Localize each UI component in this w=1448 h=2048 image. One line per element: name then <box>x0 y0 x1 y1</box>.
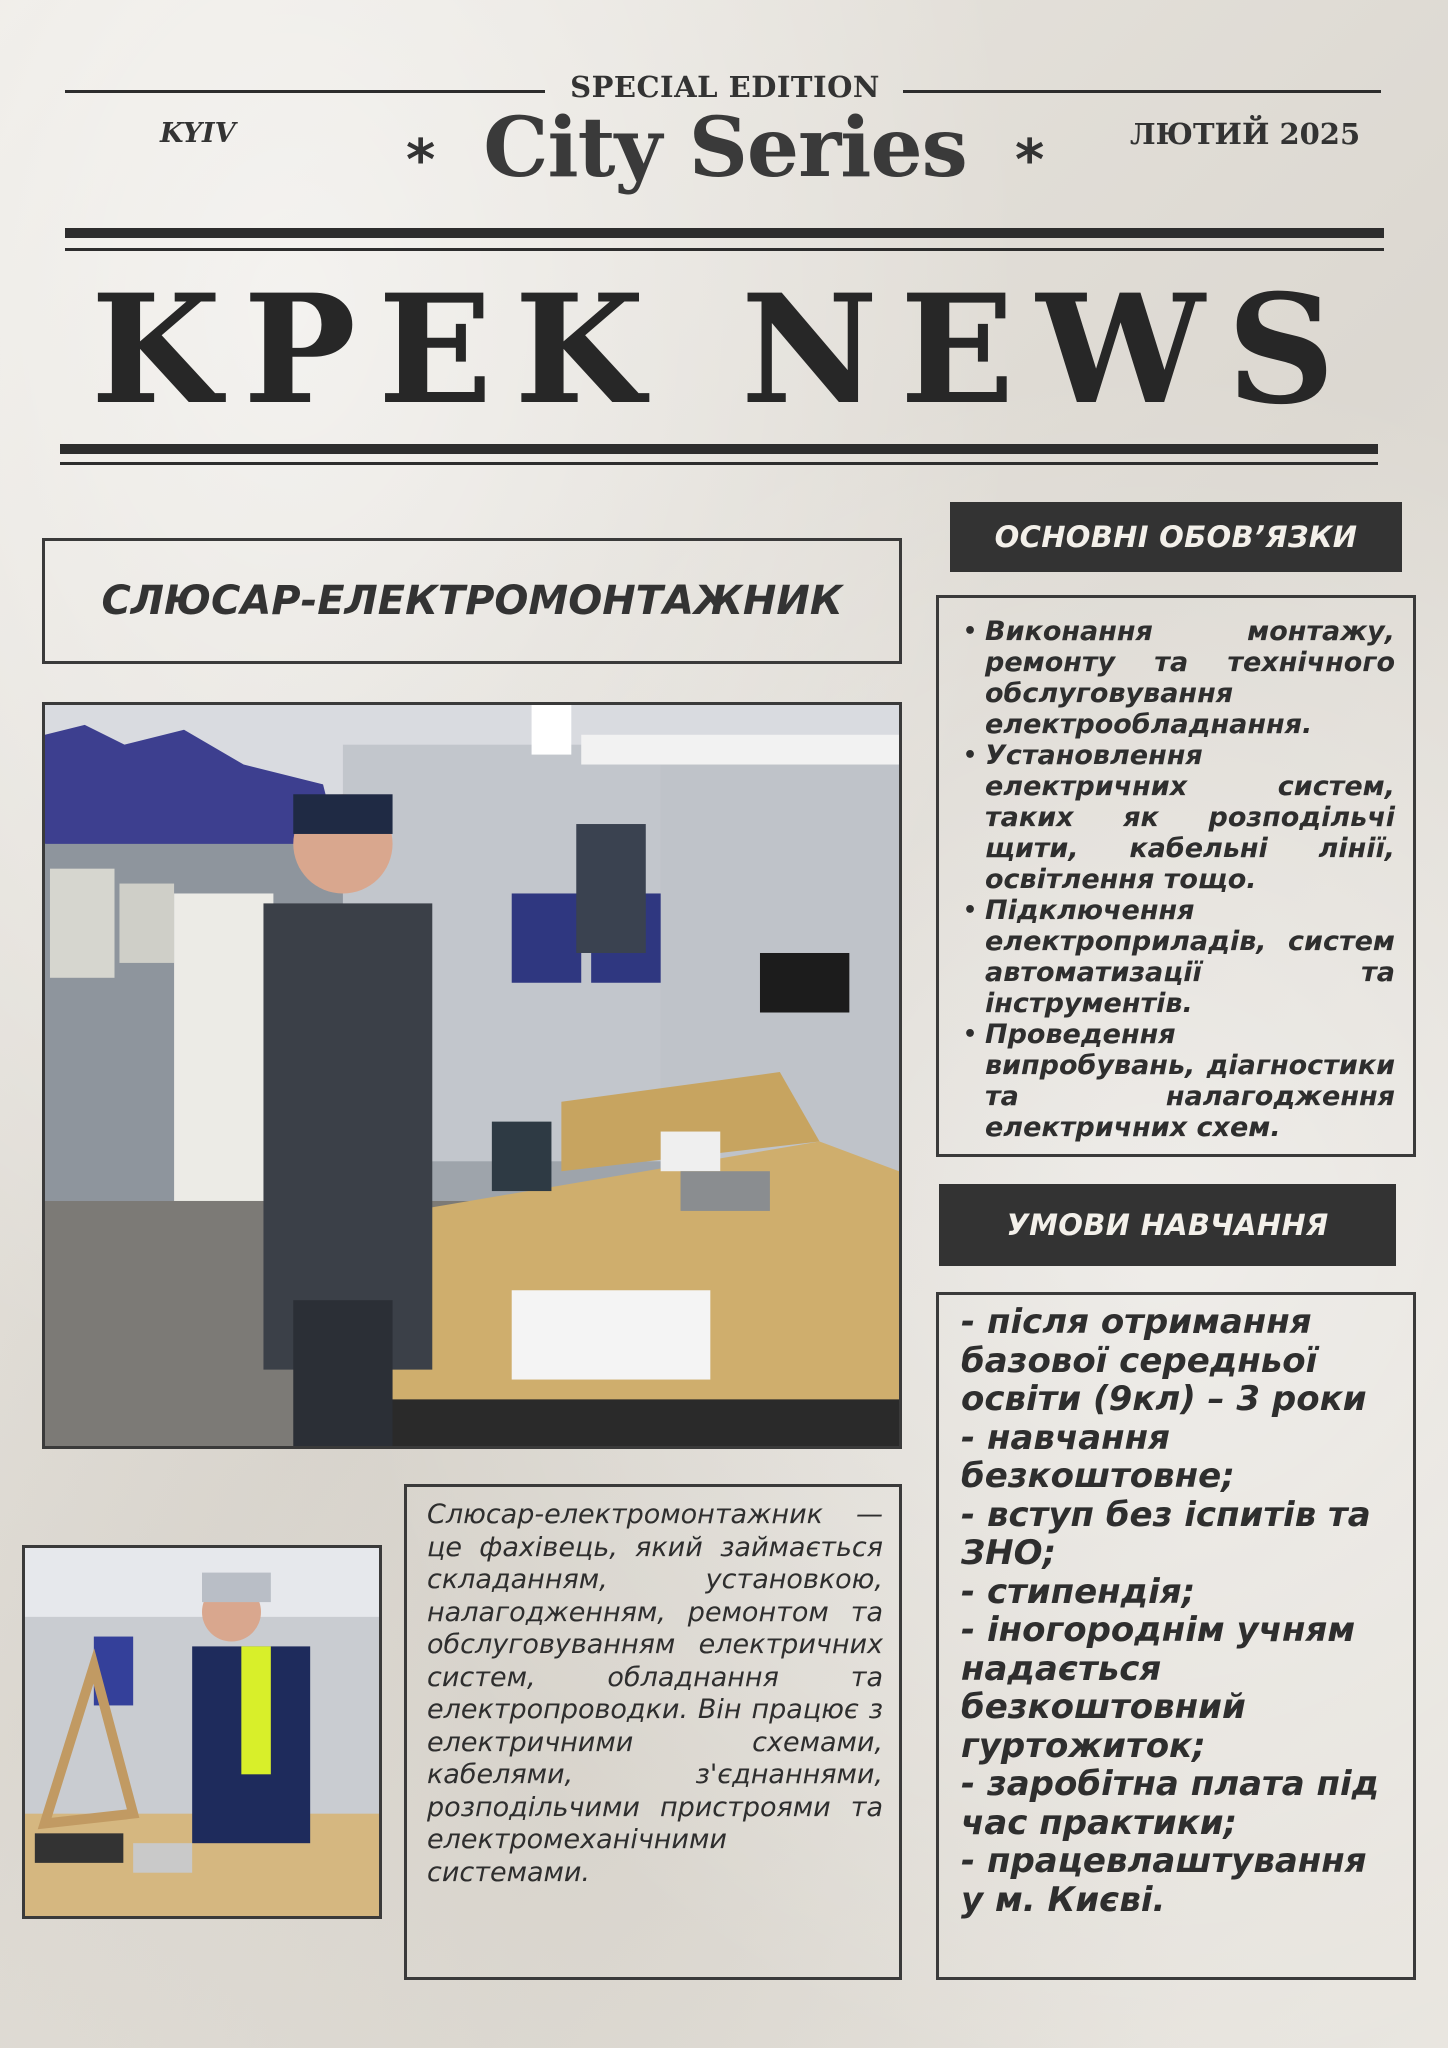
masthead-rule-top-thin <box>65 248 1384 251</box>
header-rule-right <box>903 90 1381 93</box>
conditions-heading: УМОВИ НАВЧАННЯ <box>1006 1208 1329 1242</box>
location-label: KYIV <box>160 118 236 149</box>
description-box <box>404 1484 902 1980</box>
date-label: ЛЮТИЙ 2025 <box>1130 117 1361 151</box>
condition-item: - вступ без іспитів та ЗНО; <box>961 1494 1371 1573</box>
masthead-rule-bottom-thick <box>60 444 1378 454</box>
duty-item: • Підключення електроприладів, систем автоматизації та інструментів. <box>985 895 1395 1019</box>
description-text: Слюсар-електромонтажник — це фахівець, який займається складанням, установкою, налагодженням, ремонтом та обслуговуванням електричних систем, обладнання та електропроводки. Він працює з електричними схемами, кабелями, з'єднаннями, розподільчими пристроями та електромеханічними системами. <box>427 1499 883 1888</box>
duties-heading-bar <box>950 502 1402 572</box>
star-ornament-icon: * <box>406 128 436 193</box>
condition-item: - стипендія; <box>961 1571 1196 1612</box>
condition-item: - іногороднім учням надається безкоштовний гуртожиток; <box>961 1610 1356 1766</box>
condition-item: - після отримання базової середньої освіти (9кл) – 3 роки <box>961 1302 1367 1419</box>
job-title-box <box>42 538 902 664</box>
condition-item: - навчання безкоштовне; <box>961 1417 1235 1496</box>
duties-list <box>957 616 1395 1143</box>
duty-item: • Виконання монтажу, ремонту та технічного обслуговування електрообладнання. <box>985 616 1395 740</box>
masthead-rule-bottom-thin <box>60 462 1378 465</box>
duty-item: • Проведення випробувань, діагностики та налагодження електричних схем. <box>985 1019 1395 1143</box>
masthead-rule-top-thick <box>65 228 1384 238</box>
conditions-heading-bar <box>939 1184 1396 1266</box>
series-title: City Series <box>483 100 967 196</box>
header-rule-left <box>65 90 545 93</box>
star-ornament-icon: * <box>1015 128 1045 193</box>
masthead-title: KPEK NEWS <box>90 262 1358 438</box>
main-photo <box>42 702 902 1449</box>
special-edition-label: SPECIAL EDITION <box>570 70 880 104</box>
condition-item: - працевлаштування у м. Києві. <box>961 1841 1367 1920</box>
condition-item: - заробітна плата під час практики; <box>961 1764 1380 1843</box>
duties-heading: ОСНОВНІ ОБОВ’ЯЗКИ <box>994 520 1358 554</box>
duty-item: • Установлення електричних систем, таких як розподільчі щити, кабельні лінії, освітлення тощо. <box>985 740 1395 895</box>
job-title: СЛЮСАР-ЕЛЕКТРОМОНТАЖНИК <box>101 578 843 624</box>
duties-box <box>936 595 1416 1157</box>
conditions-box <box>936 1292 1416 1980</box>
secondary-photo <box>22 1545 382 1919</box>
